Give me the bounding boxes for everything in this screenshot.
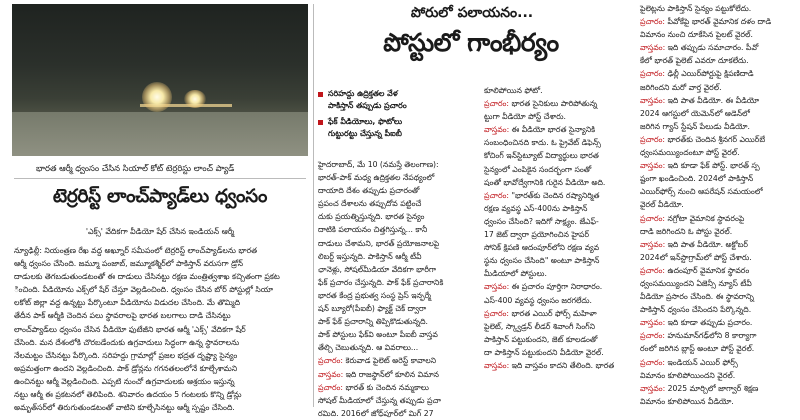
text-line: ప్రచారం: భారత సైనికులు పారిపోతున్న bbox=[484, 99, 598, 109]
text-line: పాక్ పోస్టులు ఫేక్‌వి అంటూ పీఐబీ వాస్తవ bbox=[318, 330, 438, 340]
fact-check-label: వాస్తవం: bbox=[484, 282, 510, 292]
text-line: వాస్తవం: ఇది తప్పుడు సమాచారం. పీవో bbox=[640, 43, 759, 53]
text-line: వీడియో ప్రసారం చేసింది. ఈ స్థావరాన్ని bbox=[640, 292, 754, 302]
text-line: ప్రచారం: ఢిల్లీ ఎయిర్‌పోర్టుపై క్షిపణిదాడి bbox=[640, 69, 754, 79]
photo-ground bbox=[12, 112, 308, 156]
text-line: భారత కేంద్ర ప్రభుత్వ సంస్థ ప్రెస్ ఇన్ఫర్మే bbox=[318, 290, 431, 300]
text-line: వాస్తవం: ఇది కూడా ఫేక్ పోస్ట్. భారత్ స్ప bbox=[640, 161, 760, 171]
fact-check-label: ప్రచారం: bbox=[640, 213, 665, 223]
bullet-square-icon bbox=[318, 120, 323, 125]
text-line: విమానం కూలిపోయిన వీడియో. bbox=[640, 396, 734, 406]
text-line: ఆర్మీ ధ్వంసం చేసింది. జమ్మూ పంజాబ్, జమ్మూకశ్మీర్‌లో పాకిస్తాన్ వరుసగా డ్రోన్ bbox=[14, 259, 243, 269]
photo-explosion-flare bbox=[142, 82, 172, 112]
text-line: 2024 ఆగస్టులో యెమెన్‌లో ఆడెన్‌లో bbox=[640, 108, 750, 118]
bullet-square-icon bbox=[318, 92, 323, 97]
fact-check-label: వాస్తవం: bbox=[640, 95, 666, 105]
main-story-column-3 bbox=[640, 2, 798, 408]
text-line: అప్రమత్తంగా ఉందని వెల్లడించింది. పాక్ డ్రోన్లను గగనతలంలోనే కూల్చేశామని bbox=[14, 363, 238, 373]
main-story-headline: పోస్టులో గాంభీర్యం bbox=[383, 28, 559, 57]
text-line: విమానం నుంచి దూకేసిన పైలట్ వైరల్. bbox=[640, 30, 753, 40]
fact-check-label: వాస్తవం: bbox=[318, 369, 344, 379]
main-story-column-2 bbox=[484, 84, 624, 372]
fact-check-label: ప్రచారం: bbox=[484, 190, 509, 200]
text-line: షంతో భావోద్వేగానికి గురైన వీడియో అది. bbox=[484, 177, 606, 187]
highlight-bullets bbox=[318, 88, 478, 144]
text-line: పాకిస్తాన్ పట్టుకుందని, జెట్ కూలడంతో bbox=[484, 334, 598, 344]
highlight-bullet bbox=[318, 88, 478, 111]
text-line: దుకు ప్రయత్నిస్తున్నది. భారత సైన్యం bbox=[318, 212, 425, 222]
fact-check-label: వాస్తవం: bbox=[640, 161, 666, 171]
text-line: ఉంచినట్టు ఆర్మీ వెల్లడించింది. ఎప్పటి నుంచో ఉగ్రవాదులకు ఆశ్రయం ఇస్తున్న bbox=[14, 376, 235, 386]
text-line: ప్రచారం: ఉదంపూర్ వైమానిక స్థావరం bbox=[640, 265, 750, 275]
fact-check-label: వాస్తవం: bbox=[640, 43, 666, 53]
text-line: వాస్తవం: ఇది రాజస్థాన్‌లో కూలిన విమాన bbox=[318, 369, 439, 379]
text-line: సైన్యంలో ఎంపికైన సందర్భంగా సంతో bbox=[484, 164, 592, 174]
left-story-body bbox=[14, 244, 308, 414]
bullet-line: ఫేక్ వీడియోలు, ఫొటోలు bbox=[328, 117, 403, 126]
text-line: ప్రచారం: హనుమాన్‌గఢ్‌లోని 8 కార్యాగా bbox=[640, 331, 757, 341]
text-line: పైలెట్లను పాకిస్తాన్ సైన్యం పట్టుకోలేదు. bbox=[640, 4, 752, 13]
fact-check-label: ప్రచారం: bbox=[484, 99, 509, 109]
text-line: ప్రచారం: భారత్‌కు చెందిన శ్రీనగర్ ఎయిర్‌బే bbox=[640, 134, 766, 144]
text-line: కూలిపోయిన ఫోటో. bbox=[484, 86, 543, 95]
text-line: ించింది. వీడియోను ఎక్స్‌లో షేర్ చేస్తూ వెల్లడించింది. ధ్వంసం చేసిన బోర్ పోస్టుల్లో సియా bbox=[14, 285, 274, 295]
text-line: వాస్తవం: 2025 మార్చిలో జాగ్వార్ శిక్షణ bbox=[640, 383, 759, 393]
text-line: ప్రచారం: భారత్ కు చెందిన నమ్మకాలు bbox=[318, 382, 429, 392]
text-line: ఛానెళ్లు, సోషల్‌మీడియా వేదికగా భారీగా bbox=[318, 264, 437, 274]
text-line: చేసింది. మన దేశంలోకి చొరబడేందుకు ఉగ్రవాదులు సిద్ధంగా ఉన్న స్థావరాలను bbox=[14, 337, 240, 347]
text-line: వాస్తవం: ఇది కూడా తప్పుడు ప్రచారం. bbox=[640, 318, 753, 328]
text-line: ప్రపంచ దేశాలను తప్పుదోవ పట్టించే bbox=[318, 199, 422, 209]
text-line: తేదీన పాక్ ఆర్మీకి చెందిన పలు స్థావరాలపై భారత బలగాలు దాడి చేసినట్టు bbox=[14, 311, 231, 321]
text-line: దాడి జరిగిందని ఓ పోస్టు వైరల్. bbox=[640, 226, 733, 236]
text-line: వాస్తవం: ఈ ప్రచారం పూర్తిగా నిరాధారం. bbox=[484, 282, 603, 292]
text-line: వాస్తవం: ఇది పాత వీడియో. ఈ వీడియో bbox=[640, 95, 760, 105]
bullet-line: పాకిస్తాన్ తప్పుడు ప్రచారం bbox=[328, 100, 407, 110]
text-line: ప్రచారం: ఇండియన్ ఎయిర్ ఫోర్స్ bbox=[640, 357, 738, 367]
text-line: ధ్వంసం చేసింది? ఇదిగో సాక్ష్యం. జేఎఫ్- bbox=[484, 216, 599, 226]
text-line: వైరల్ వీడియో. bbox=[640, 200, 684, 210]
text-line: దాడులకు తెగబడుతుండటంతో ఈ దాడులు చేసినట్టు రక్షణ మంత్రిత్వశాఖ కచ్చితంగా ప్రకట bbox=[14, 272, 280, 282]
text-line: వాస్తవం: ఇది వాస్తవం కాదని తేలింది. భారత bbox=[484, 360, 615, 370]
text-line: లిబర్ట్ ఇస్తున్నది. పాకిస్తాన్ ఆర్మీ టీవీ bbox=[318, 251, 422, 261]
text-line: కోచింగ్ ఇన్‌స్టిట్యూట్ విద్యార్థులు భారత bbox=[484, 151, 599, 161]
text-line: ధ్వంసమయ్యిందంటూ పోస్ట్ వైరల్. bbox=[640, 148, 740, 158]
bullet-line: గుట్టురట్టు చేస్తున్న పీఐబీ bbox=[328, 128, 402, 138]
news-photo bbox=[12, 4, 308, 156]
photo-caption: భారత ఆర్మీ ధ్వంసం చేసిన సియాల్ కోట్ టెర్రరిస్టు లాంచ్ ప్యాడ్ bbox=[36, 163, 235, 173]
text-line: లాంచ్‌ప్యాడ్‌లు ధ్వంసం చేసిన వీడియో ఫుటేజీని భారత ఆర్మీ 'ఎక్స్' వేదికగా షేర్ bbox=[14, 324, 246, 334]
text-line: ప్రచారం: పీవోకేపై భారత్ వైమానిక దళం దాడి bbox=[640, 17, 772, 27]
text-line: ఎస్-400 వ్యవస్థ ధ్వంసం జరగలేదు. bbox=[484, 295, 592, 305]
main-story-kicker: పోరులో పలాయనం... bbox=[410, 5, 534, 21]
text-line: రంలో జరిగిన బ్లాస్ట్ అంటూ పోస్ట్ వైరల్. bbox=[640, 344, 755, 354]
text-line: ప్రచారం: కెరువాడ పైలెట్ అరెస్ట్ కావాలని bbox=[318, 356, 437, 366]
text-line: 2024లో ఇన్‌స్టాగ్రామ్‌లో పోస్ట్ చేశారు. bbox=[640, 252, 752, 262]
fact-check-label: ప్రచారం: bbox=[640, 331, 665, 341]
text-line: ఫేక్ ప్రచారం చేస్తున్నది. పాక్ ఫేక్ ప్రచారానికి bbox=[318, 277, 444, 287]
highlight-bullet bbox=[318, 116, 478, 139]
text-line: దాడులు చేశామని, భారత్ ప్రయోజనాలపై bbox=[318, 238, 440, 248]
text-line: జరిగిందని మరో వార్త వైరల్. bbox=[640, 82, 722, 92]
text-line: నేలమట్టం చేసినట్టు పేర్కొంది. సరిహద్దు గ్రామాల్లో ప్రజల భద్రత దృష్ట్యా సైన్యం bbox=[14, 350, 238, 360]
left-story-headline: టెర్రరిస్ట్ లాంచ్‌ప్యాడ్‌లు ధ్వంసం bbox=[52, 186, 268, 207]
text-line: సోనిక్ క్షిపణి ఆదంపూర్‌లోని రక్షణ వ్యవ bbox=[484, 243, 600, 253]
fact-check-label: వాస్తవం: bbox=[484, 360, 510, 370]
text-line: పాక్ ఫేక్ ప్రచారాన్ని తిప్పికొడుతున్నది. bbox=[318, 317, 428, 327]
fact-check-label: ప్రచారం: bbox=[318, 356, 343, 366]
text-line: 17 జెట్ ద్వారా ప్రయోగించిన హైపర్ bbox=[484, 230, 590, 240]
text-line: స్థను ధ్వంసం చేసింది" అంటూ పాకిస్తాన్ bbox=[484, 256, 600, 266]
text-line: వాస్తవం: ఈ వీడియో భారత సైన్యానికి bbox=[484, 125, 596, 135]
text-line: న్యూఢిల్లీ: నియంత్రణ రేఖ వద్ద అఖ్నూర్ సమీపంలో టెర్రరిస్ట్ లాంచ్‌ప్యాడ్‌లను భారత bbox=[14, 246, 258, 255]
text-line: ప్రచారం: భారత ఎయిర్ ఫోర్స్ మహిళా bbox=[484, 308, 597, 318]
fact-check-label: ప్రచారం: bbox=[318, 382, 343, 392]
text-line: ప్రచారం: నగ్రోటా వైమానిక స్థావరంపై bbox=[640, 213, 745, 223]
text-line: ప్రచారం: "భారత్‌కు చెందిన రష్యానిర్మిత bbox=[484, 190, 600, 200]
fact-check-label: ప్రచారం: bbox=[640, 265, 665, 275]
text-line: విమానం కూలిపోయిందని వైరల్. bbox=[640, 370, 736, 380]
text-line: నట్టు ఆర్మీ ఈ ప్రకటనలో తెలిపింది. శనివారం ఉదయం 5 గంటలకు కొన్ని డ్రోన్లు bbox=[14, 390, 242, 400]
bullet-line: సరిహద్దు ఉద్రిక్తతల వేళ bbox=[328, 89, 398, 98]
text-line: దాటికి పలాయనం చిత్తగిస్తున్న... కానీ bbox=[318, 225, 428, 235]
text-line: సంబంధించినది కాదు. ఓ ప్రైవేట్ డిఫెన్స్ bbox=[484, 138, 601, 148]
fact-check-label: వాస్తవం: bbox=[484, 125, 510, 135]
photo-explosion-flare bbox=[184, 90, 206, 108]
caption-divider bbox=[14, 178, 306, 179]
text-line: రమిది. 2016లో జోధ్‌పూర్‌లో మిగ్ 27 bbox=[318, 408, 434, 418]
fact-check-label: ప్రచారం: bbox=[640, 357, 665, 367]
text-line: మీడియాలో పోస్టులు. bbox=[484, 269, 547, 279]
text-line: జరిగిన గ్యాస్ స్టేషన్ పేలుడు వీడియో. bbox=[640, 121, 750, 131]
text-line: హైదరాబాద్, మే 10 (నమస్తే తెలంగాణ): bbox=[318, 160, 439, 169]
fact-check-label: ప్రచారం: bbox=[640, 69, 665, 79]
text-line: సోషల్ మీడియాలో చేస్తున్న తప్పుడు ప్రచా bbox=[318, 395, 441, 405]
left-story-subhead: 'ఎక్స్' వేదికగా వీడియో షేర్ చేసిన ఇండియన్ ఆర్మీ bbox=[85, 227, 235, 236]
fact-check-label: ప్రచారం: bbox=[640, 134, 665, 144]
text-line: ట్టుగా వీడియో పోస్ట్ చేశారు. bbox=[484, 112, 566, 122]
text-line: పైలెట్, స్క్వాడ్రన్ లీడర్ శివాంగీ సింగ్‌ని bbox=[484, 321, 596, 331]
main-story-column-1 bbox=[318, 158, 479, 420]
text-line: కేలో భారత్ పైలెట్ ఎవరూ దూకలేదు. bbox=[640, 56, 749, 66]
text-line: దాయాది దేశం తప్పుడు ప్రచారంతో bbox=[318, 186, 420, 196]
fact-check-label: ప్రచారం: bbox=[484, 308, 509, 318]
text-line: రక్షణ వ్యవస్థ ఎస్-400ను పాకిస్తాన్ bbox=[484, 203, 588, 213]
text-line: అమృత్‌సర్‌లో తిరుగుతుండటంతో వాటిని కూల్చేసినట్టు ఆర్మీ స్పష్టం చేసింది. bbox=[14, 403, 235, 413]
text-line: ఎయిర్‌ఫోర్స్ నుంచి ఆపరేషన్ సమయంలో bbox=[640, 187, 763, 197]
fact-check-label: వాస్తవం: bbox=[640, 239, 666, 249]
fact-check-label: వాస్తవం: bbox=[640, 318, 666, 328]
text-line: వాస్తవం: ఇది పాత వీడియో. అక్టోబర్ bbox=[640, 239, 748, 249]
text-line: ష్టంగా ఖండించింది. 2024లో పాకిస్తాన్ bbox=[640, 174, 754, 184]
text-line: ధ్వంసమయ్యిందని ఏజెన్సీ న్యూస్ టీవీ bbox=[640, 278, 752, 288]
text-line: దా పాకిస్తాన్ పట్టుకుందని వీడియో వైరల్. bbox=[484, 347, 604, 357]
fact-check-label: వాస్తవం: bbox=[640, 383, 666, 393]
column-divider bbox=[313, 4, 314, 407]
text-line: పాకిస్తాన్ ధ్వంసం చేసిందని పేర్కొన్నది. bbox=[640, 305, 752, 315]
text-line: షన్ బ్యూరో(పీఐబీ) ఫ్యాక్ట్ చెక్ ద్వారా bbox=[318, 304, 427, 314]
text-line: తేల్చి చెబుతున్నది. ఆ వివరాలు... bbox=[318, 343, 419, 353]
text-line: భారత్-పాక్ మధ్య ఉద్రిక్తతల నేపథ్యంలో bbox=[318, 173, 435, 183]
text-line: లకోట్ జిల్లా వద్ద ఉన్నట్టు పేర్కొంటూ వీడియోను విడుదల చేసింది. మే తొమ్మిది bbox=[14, 298, 241, 308]
fact-check-label: ప్రచారం: bbox=[640, 17, 665, 27]
